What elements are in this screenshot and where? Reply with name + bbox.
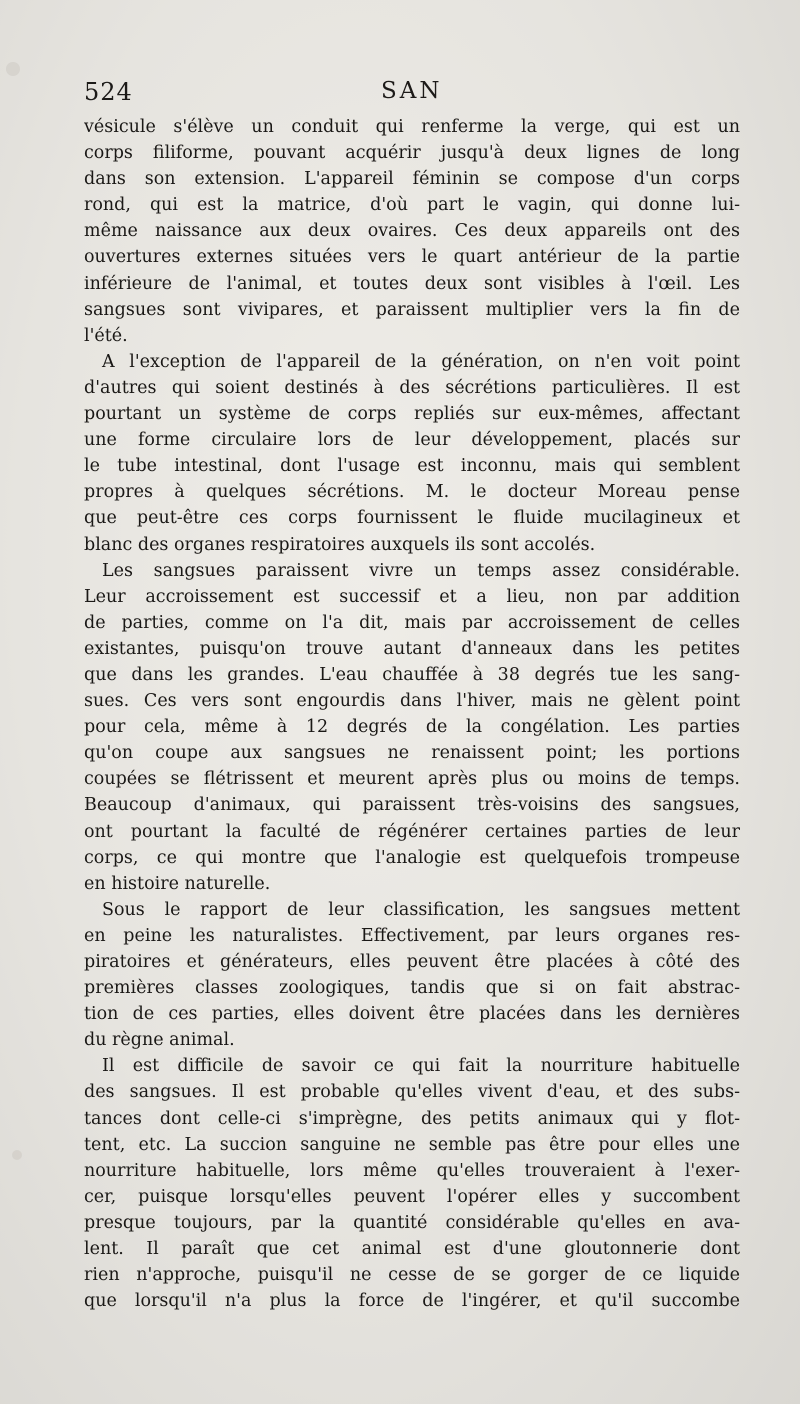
text-line: nourriture habituelle, lors même qu'elles trouveraient à l'exer-: [84, 1160, 740, 1181]
text-line: des sangsues. Il est probable qu'elles vivent d'eau, et des subs-: [84, 1082, 740, 1103]
text-line: tances dont celle-ci s'imprègne, des petits animaux qui y flot-: [84, 1108, 740, 1129]
text-line: Leur accroissement est successif et a lieu, non par addition: [84, 586, 740, 607]
text-line: corps filiforme, pouvant acquérir jusqu'à deux lignes de long: [84, 143, 740, 164]
text-line: l'été.: [84, 325, 128, 346]
text-line: en histoire naturelle.: [84, 873, 271, 894]
text-line: ont pourtant la faculté de régénérer certaines parties de leur: [84, 821, 740, 842]
text-line: que dans les grandes. L'eau chauffée à 38 degrés tue les sang-: [84, 664, 740, 685]
text-line: le tube intestinal, dont l'usage est inconnu, mais qui semblent: [84, 456, 740, 477]
running-head: SAN: [381, 78, 443, 104]
page-header: [84, 78, 740, 112]
paragraph: [84, 558, 740, 897]
body-text: [84, 114, 740, 1314]
page-number: 524: [84, 78, 133, 106]
text-line: propres à quelques sécrétions. M. le docteur Moreau pense: [84, 482, 740, 503]
paper-stain: [12, 1150, 22, 1160]
text-line: d'autres qui soient destinés à des sécrétions particulières. Il est: [84, 377, 740, 398]
text-line: cer, puisque lorsqu'elles peuvent l'opérer elles y succombent: [84, 1186, 740, 1207]
text-line: sangsues sont vivipares, et paraissent multiplier vers la fin de: [84, 299, 740, 320]
text-line: corps, ce qui montre que l'analogie est quelquefois trompeuse: [84, 847, 740, 868]
text-line: une forme circulaire lors de leur développement, placés sur: [84, 430, 740, 451]
paragraph: [84, 349, 740, 558]
text-line: pourtant un système de corps repliés sur eux-mêmes, affectant: [84, 404, 740, 425]
text-line: A l'exception de l'appareil de la génération, on n'en voit point: [102, 351, 740, 372]
paragraph: [84, 114, 740, 349]
text-line: rien n'approche, puisqu'il ne cesse de se gorger de ce liquide: [84, 1265, 740, 1286]
text-line: blanc des organes respiratoires auxquels ils sont accolés.: [84, 534, 596, 555]
text-line: premières classes zoologiques, tandis que si on fait abstrac-: [84, 978, 740, 999]
text-line: ouvertures externes situées vers le quart antérieur de la partie: [84, 247, 740, 268]
text-line: Il est difficile de savoir ce qui fait la nourriture habituelle: [102, 1056, 740, 1077]
text-line: coupées se flétrissent et meurent après plus ou moins de temps.: [84, 769, 740, 790]
text-line: que peut-être ces corps fournissent le fluide mucilagineux et: [84, 508, 740, 529]
text-line: existantes, puisqu'on trouve autant d'anneaux dans les petites: [84, 638, 740, 659]
text-line: inférieure de l'animal, et toutes deux sont visibles à l'œil. Les: [84, 273, 740, 294]
text-line: tent, etc. La succion sanguine ne semble pas être pour elles une: [84, 1134, 740, 1155]
text-line: vésicule s'élève un conduit qui renferme la verge, qui est un: [84, 117, 740, 137]
text-line: que lorsqu'il n'a plus la force de l'ingérer, et qu'il succombe: [84, 1291, 740, 1312]
text-line: tion de ces parties, elles doivent être placées dans les dernières: [84, 1004, 740, 1025]
text-line: qu'on coupe aux sangsues ne renaissent point; les portions: [84, 743, 740, 764]
text-line: Sous le rapport de leur classification, les sangsues mettent: [102, 899, 740, 920]
text-line: en peine les naturalistes. Effectivement, par leurs organes res-: [84, 925, 740, 946]
paragraph: [84, 1053, 740, 1314]
text-line: presque toujours, par la quantité considérable qu'elles en ava-: [84, 1212, 740, 1233]
paragraph: [84, 897, 740, 1054]
text-line: même naissance aux deux ovaires. Ces deux appareils ont des: [84, 221, 740, 242]
text-line: piratoires et générateurs, elles peuvent être placées à côté des: [84, 952, 740, 972]
text-line: Les sangsues paraissent vivre un temps assez considérable.: [102, 560, 740, 581]
text-line: rond, qui est la matrice, d'où part le vagin, qui donne lui-: [84, 195, 740, 216]
text-line: lent. Il paraît que cet animal est d'une gloutonnerie dont: [84, 1239, 740, 1260]
text-line: pour cela, même à 12 degrés de la congélation. Les parties: [84, 717, 740, 738]
text-line: Beaucoup d'animaux, qui paraissent très-voisins des sangsues,: [84, 795, 740, 816]
text-line: sues. Ces vers sont engourdis dans l'hiver, mais ne gèlent point: [84, 691, 740, 712]
text-line: dans son extension. L'appareil féminin se compose d'un corps: [84, 169, 740, 190]
paper-stain: [6, 62, 20, 76]
text-line: du règne animal.: [84, 1030, 235, 1051]
text-line: de parties, comme on l'a dit, mais par accroissement de celles: [84, 612, 740, 633]
